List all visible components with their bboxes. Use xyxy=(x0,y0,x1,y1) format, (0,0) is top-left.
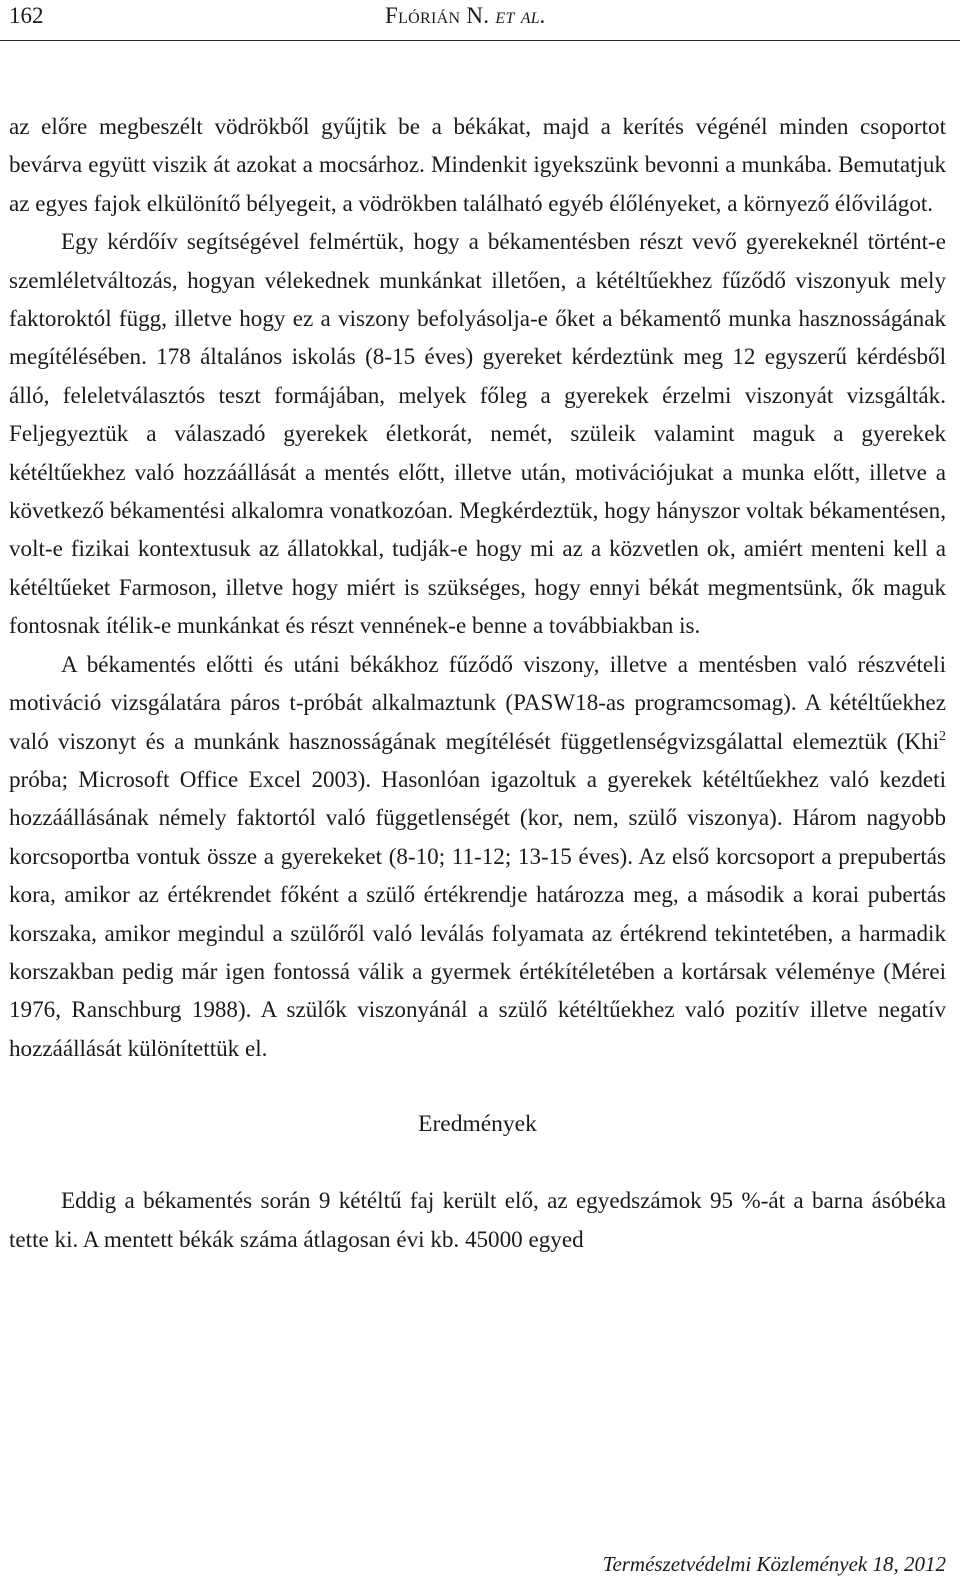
article-body xyxy=(9,107,946,1258)
paragraph-2: Egy kérdőív segítségével felmértük, hogy a békamentésben részt vevő gyerekeknél történt-e szemléletváltozás, hogyan vélekednek munkánkat illetően, a kétéltűekhez fűződő viszonyuk mely faktoroktól függ, illetve hogy ez a viszony befolyásolja-e őket a békamentő munka hasznosságának megítélésében. 178 általános iskolás (8-15 éves) gyereket kérdeztünk meg 12 egyszerű kérdésből álló, feleletválasztós teszt formájában, melyek főleg a gyerekek érzelmi viszonyát vizsgálták. Feljegyeztük a válaszadó gyerekek életkorát, nemét, szüleik valamint maguk a gyerekek kétéltűekhez való hozzáállását a mentés előtt, illetve után, motivációjukat a munka előtt, illetve a következő békamentési alkalomra vonatkozóan. Megkérdeztük, hogy hányszor voltak békamentésen, volt-e fizikai kontextusuk az állatokkal, tudják-e hogy mi az a közvetlen ok, amiért menteni kell a kétéltűeket Farmoson, illetve hogy miért is szükséges, hogy ennyi békát megmentsünk, ők maguk fontosnak ítélik-e munkánkat és részt vennének-e benne a továbbiakban is. xyxy=(9,228,946,639)
page-number: 162 xyxy=(9,3,44,28)
running-head-author: Flórián N. xyxy=(385,3,490,28)
running-head xyxy=(385,2,546,30)
paragraph-4: Eddig a békamentés során 9 kétéltű faj került elő, az egyedszámok 95 %-át a barna ásóbéka tette ki. A mentett békák száma átlagosan évi kb. 45000 egyed xyxy=(9,1187,946,1252)
paragraph-3 xyxy=(9,645,946,1067)
paragraph-3-text-a: A békamentés előtti és utáni békákhoz fűződő viszony, illetve a mentésben való részvételi motiváció vizsgálatára páros t-próbát alkalmaztunk (PASW18-as programcsomag). A kétéltűekhez való viszonyt és a munkánk hasznosságának megítélését függetlenségvizsgálattal elemeztük (Khi xyxy=(9,650,946,754)
header-rule xyxy=(0,40,960,41)
running-head-etal: et al. xyxy=(495,3,547,28)
section-heading-results: Eredmények xyxy=(418,1111,537,1138)
journal-footer: Természetvédelmi Közlemények 18, 2012 xyxy=(602,1552,946,1576)
paragraph-1: az előre megbeszélt vödrökből gyűjtik be a békákat, majd a kerítés végénél minden csoportot bevárva együtt viszik át azokat a mocsárhoz. Mindenkit igyekszünk bevonni a munkába. Bemutatjuk az egyes fajok elkülönítő bélyegeit, a vödrökben található egyéb élőlényeket, a környező élővilágot. xyxy=(9,113,946,216)
paragraph-3-text-b: próba; Microsoft Office Excel 2003). Hasonlóan igazoltuk a gyerekek kétéltűekhez való kezdeti hozzáállásának némely faktortól való függetlenségét (kor, nem, szülő viszonya). Három nagyobb korcsoportba vontuk össze a gyerekeket (8-10; 11-12; 13-15 éves). Az első korcsoport a prepubertás kora, amikor az értékrendet főként a szülő értékrendje határozza meg, a második a korai pubertás korszaka, amikor megindul a szülőről való leválás folyamata az értékrend tekintetében, a harmadik korszakban pedig már igen fontossá válik a gyermek értékítéletében a kortársak véleménye (Mérei 1976, Ranschburg 1988). A szülők viszonyánál a szülő kétéltűekhez való pozitív illetve negatív hozzáállását különítettük el. xyxy=(9,765,946,1061)
running-header xyxy=(0,0,960,44)
superscript-2: 2 xyxy=(939,728,946,744)
